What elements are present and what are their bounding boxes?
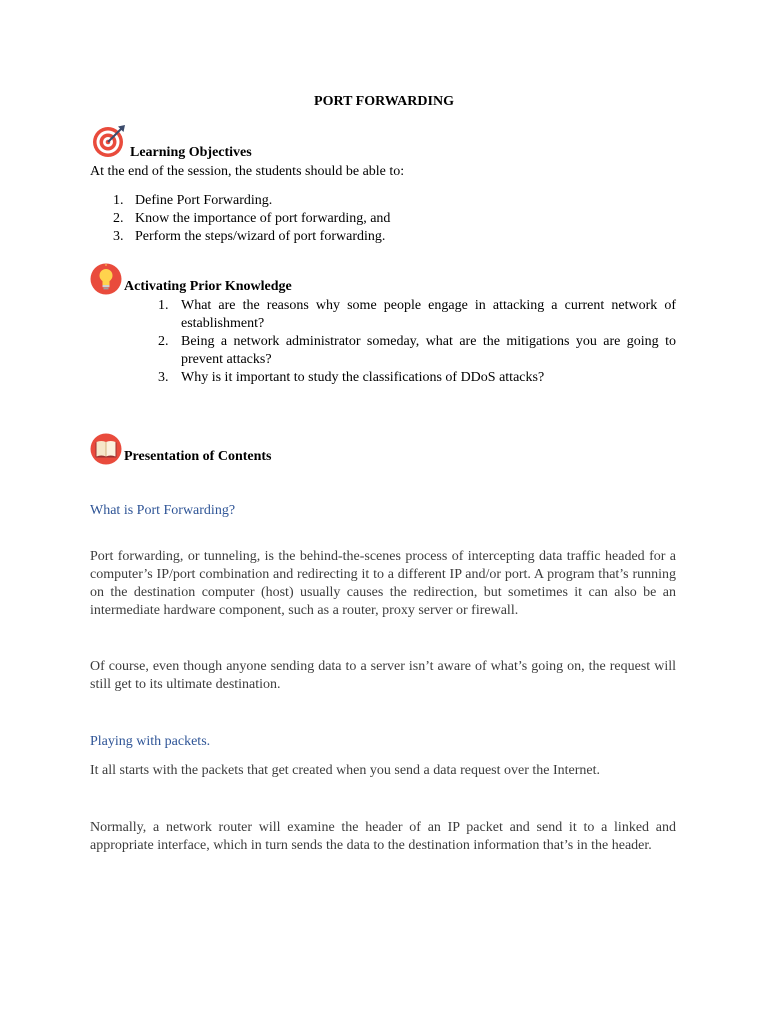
list-number: 1. — [113, 193, 124, 208]
list-text: Being a network administrator someday, what are the mitigations you are going to prevent attacks? — [181, 334, 676, 367]
list-number: 2. — [158, 334, 169, 349]
list-text: Know the importance of port forwarding, and — [135, 211, 391, 226]
lightbulb-icon — [90, 263, 122, 301]
list-text: Define Port Forwarding. — [135, 193, 273, 208]
list-number: 3. — [158, 370, 169, 385]
list-text: What are the reasons why some people engage in attacking a current network of establishment? — [181, 298, 676, 331]
body-paragraph: Normally, a network router will examine the header of an IP packet and send it to a linked and appropriate interface, which in turn sends the data to the destination information that’s in the header. — [90, 820, 676, 853]
list-item — [158, 369, 676, 387]
list-item — [113, 210, 673, 228]
learning-objectives-heading: Learning Objectives — [130, 145, 252, 160]
section-heading: What is Port Forwarding? — [90, 503, 236, 518]
learning-objectives-intro: At the end of the session, the students should be able to: — [90, 164, 405, 179]
body-paragraph: Of course, even though anyone sending data to a server isn’t aware of what’s going on, the request will still get to its ultimate destination. — [90, 659, 676, 692]
presentation-of-contents-heading: Presentation of Contents — [124, 449, 272, 464]
activating-prior-knowledge-heading: Activating Prior Knowledge — [124, 279, 292, 294]
list-item — [158, 297, 676, 333]
list-item — [113, 192, 673, 210]
list-number: 1. — [158, 298, 169, 313]
list-number: 3. — [113, 229, 124, 244]
list-item — [113, 228, 673, 246]
body-paragraph: Port forwarding, or tunneling, is the behind-the-scenes process of intercepting data traffic headed for a computer’s IP/port combination and redirecting it to a different IP and/or port. A program that’s running on the destination computer (host) usually causes the redirection, but sometimes it can also be an intermediate hardware component, such as a router, proxy server or firewall. — [90, 549, 676, 618]
section-heading: Playing with packets. — [90, 734, 211, 749]
document-title: PORT FORWARDING — [314, 94, 454, 109]
list-text: Why is it important to study the classifications of DDoS attacks? — [181, 370, 545, 385]
list-text: Perform the steps/wizard of port forwarding. — [135, 229, 386, 244]
target-icon — [92, 124, 126, 164]
body-paragraph: It all starts with the packets that get created when you send a data request over the Internet. — [90, 763, 601, 778]
list-number: 2. — [113, 211, 124, 226]
book-icon — [90, 433, 122, 471]
list-item — [158, 333, 676, 369]
